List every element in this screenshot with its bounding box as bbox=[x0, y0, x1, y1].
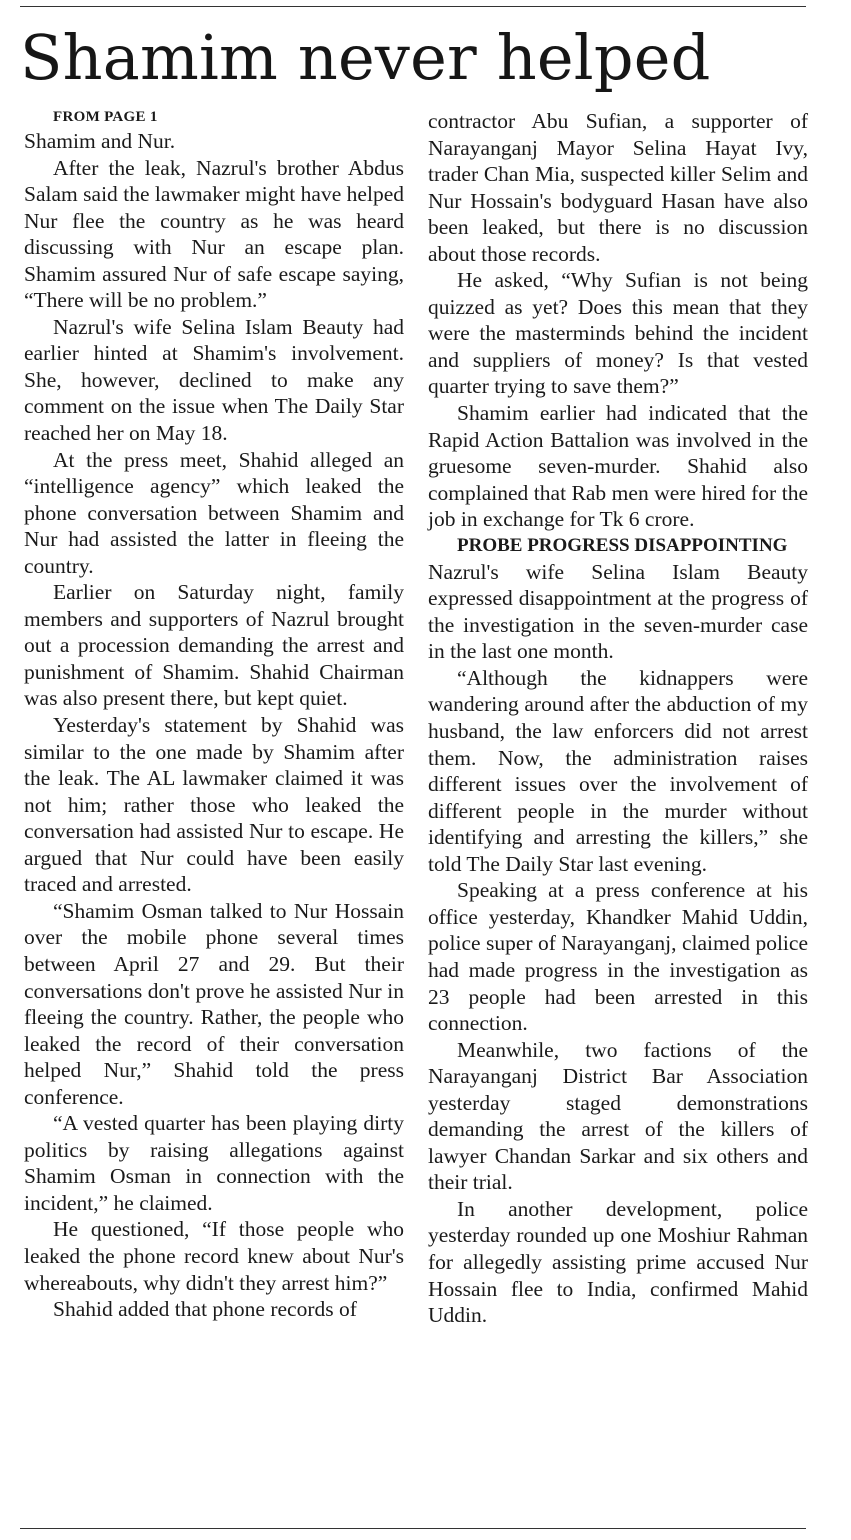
paragraph: Yesterday's statement by Shahid was similar to the one made by Shamim after the leak. The AL lawmaker claimed it was not him; rather those who leaked the conversation had assisted Nur to escape. He argued that Nur could have been easily traced and arrested. bbox=[24, 713, 404, 897]
paragraph: At the press meet, Shahid alleged an “intelligence agency” which leaked the phone conversation between Shamim and Nur had assisted the latter in fleeing the country. bbox=[24, 447, 404, 578]
paragraph: He questioned, “If those people who leaked the phone record knew about Nur's whereabouts, why didn't they arrest him?” bbox=[24, 1217, 404, 1295]
paragraph: Shahid added that phone records of bbox=[53, 1297, 357, 1322]
paragraph: Nazrul's wife Selina Islam Beauty expressed disappointment at the progress of the investigation in the seven-murder case in the last one month. bbox=[428, 559, 808, 664]
top-rule bbox=[20, 6, 806, 7]
bottom-rule bbox=[20, 1528, 806, 1529]
paragraph: After the leak, Nazrul's brother Abdus Salam said the lawmaker might have helped Nur flee the country as he was heard discussing with Nur an escape plan. Shamim assured Nur of safe escape saying, “There will be no problem.” bbox=[24, 155, 404, 313]
paragraph: Nazrul's wife Selina Islam Beauty had earlier hinted at Shamim's involvement. She, however, declined to make any comment on the issue when The Daily Star reached her on May 18. bbox=[24, 314, 404, 446]
paragraph: contractor Abu Sufian, a supporter of Narayanganj Mayor Selina Hayat Ivy, trader Chan Mia, suspected killer Selim and Nur Hossain's bodyguard Hasan have also been leaked, but there is no discussion about those records. bbox=[428, 109, 808, 266]
paragraph: “A vested quarter has been playing dirty politics by raising allegations against Shamim Osman in connection with the incident,” he claimed. bbox=[24, 1111, 404, 1215]
paragraph: Meanwhile, two factions of the Narayanganj District Bar Association yesterday staged demonstrations demanding the arrest of the killers of lawyer Chandan Sarkar and six others and their trial. bbox=[428, 1037, 808, 1195]
paragraph: “Shamim Osman talked to Nur Hossain over the mobile phone several times between April 27 and 29. But their conversations don't prove he assisted Nur in fleeing the country. Rather, the people who leaked the record of their conversation helped Nur,” Shahid told the press conference. bbox=[24, 898, 404, 1109]
paragraph: Shamim earlier had indicated that the Rapid Action Battalion was involved in the gruesome seven-murder. Shahid also complained that Rab men were hired for the job in exchange for Tk 6 crore. bbox=[428, 401, 808, 532]
article-column-right bbox=[428, 106, 808, 1329]
subhead: PROBE PROGRESS DISAPPOINTING bbox=[457, 534, 788, 556]
article-column-left bbox=[24, 106, 404, 1323]
paragraph: He asked, “Why Sufian is not being quizzed as yet? Does this mean that they were the masterminds behind the incident and suppliers of money? Is that vested quarter trying to save them?” bbox=[428, 268, 808, 399]
continued-from-label: FROM PAGE 1 bbox=[53, 109, 158, 125]
paragraph: “Although the kidnappers were wandering around after the abduction of my husband, the law enforcers did not arrest them. Now, the administration raises different issues over the involvement of different people in the murder without identifying and arresting the killers,” she told The Daily Star last evening. bbox=[428, 665, 808, 876]
headline: Shamim never helped bbox=[20, 21, 711, 94]
paragraph: In another development, police yesterday rounded up one Moshiur Rahman for allegedly assisting prime accused Nur Hossain flee to India, confirmed Mahid Uddin. bbox=[428, 1196, 808, 1328]
paragraph: Earlier on Saturday night, family members and supporters of Nazrul brought out a procession demanding the arrest and punishment of Shamim. Shahid Chairman was also present there, but kept quiet. bbox=[24, 580, 404, 711]
paragraph: Shamim and Nur. bbox=[24, 129, 176, 153]
paragraph: Speaking at a press conference at his office yesterday, Khandker Mahid Uddin, police super of Narayanganj, claimed police had made progress in the investigation as 23 people had been arrested in this connection. bbox=[428, 878, 808, 1036]
